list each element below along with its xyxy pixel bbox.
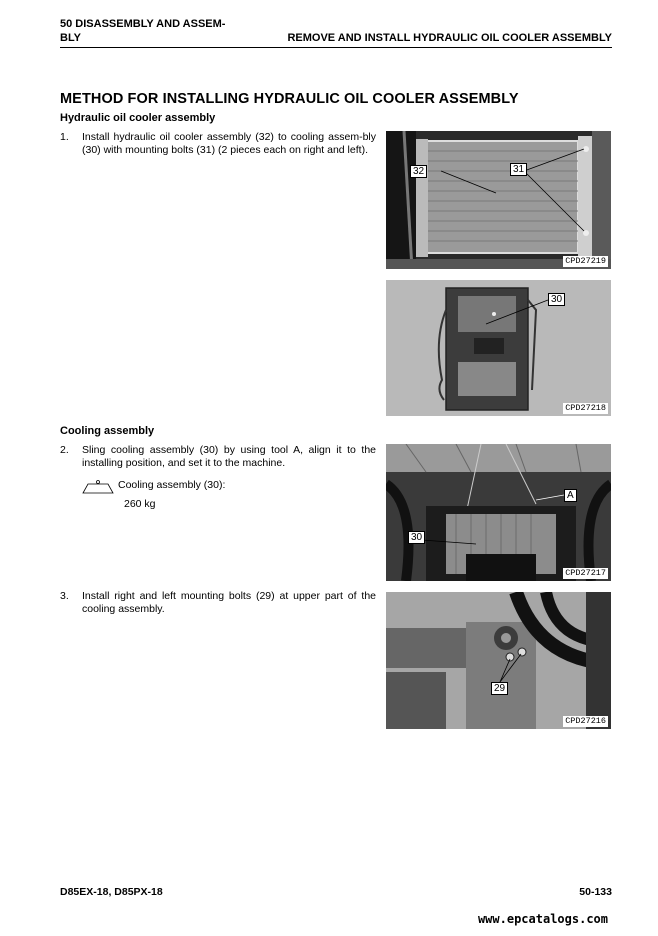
figure-mounting-bolts [386,592,611,729]
step-number: 1. [60,131,69,143]
figure-cooling-assembly [386,280,611,416]
figure-code: CPD27216 [565,716,606,726]
header-section-line1: 50 DISASSEMBLY AND ASSEM- [60,18,226,30]
header-section [60,17,245,45]
step-number: 3. [60,590,69,602]
step-1 [60,131,376,157]
step-number: 2. [60,444,69,456]
watermark: www.epcatalogs.com [477,912,608,926]
figure-code: CPD27218 [565,403,606,413]
step-text: Sling cooling assembly (30) by using tool A, align it to the installing position, and set it to the machine. [82,444,376,469]
callout-a: A [564,489,577,502]
figure-code: CPD27219 [565,256,606,266]
figure-oil-cooler-image [386,131,611,269]
header-title: REMOVE AND INSTALL HYDRAULIC OIL COOLER ASSEMBLY [287,32,612,44]
step-text: Install right and left mounting bolts (29) at upper part of the cooling assembly. [82,590,376,615]
figure-slinging-image [386,444,611,581]
section-title-cooling-assembly: Cooling assembly [60,425,155,437]
page-title: METHOD FOR INSTALLING HYDRAULIC OIL COOLER ASSEMBLY [60,91,519,107]
figure-slinging [386,444,611,581]
step-text: Install hydraulic oil cooler assembly (32) to cooling assem-bly (30) with mounting bolts (31) (2 pieces each on right and left). [82,131,376,156]
step-3 [60,590,376,616]
weight-label: Cooling assembly (30): [118,479,226,491]
figure-oil-cooler [386,131,611,269]
figure-cooling-assembly-image [386,280,611,416]
callout-31: 31 [510,163,527,176]
header-section-line2: BLY [60,32,81,44]
callout-30: 30 [548,293,565,306]
callout-30: 30 [408,531,425,544]
weight-icon [82,480,114,494]
header-divider [60,47,612,48]
figure-code: CPD27217 [565,568,606,578]
footer-page-number: 50-133 [579,886,612,898]
weight-value: 260 kg [124,498,156,510]
section-title-hydraulic-oil-cooler: Hydraulic oil cooler assembly [60,112,216,124]
callout-29: 29 [491,682,508,695]
figure-mounting-bolts-image [386,592,611,729]
step-2 [60,444,376,470]
footer-model: D85EX-18, D85PX-18 [60,886,163,898]
callout-32: 32 [410,165,427,178]
